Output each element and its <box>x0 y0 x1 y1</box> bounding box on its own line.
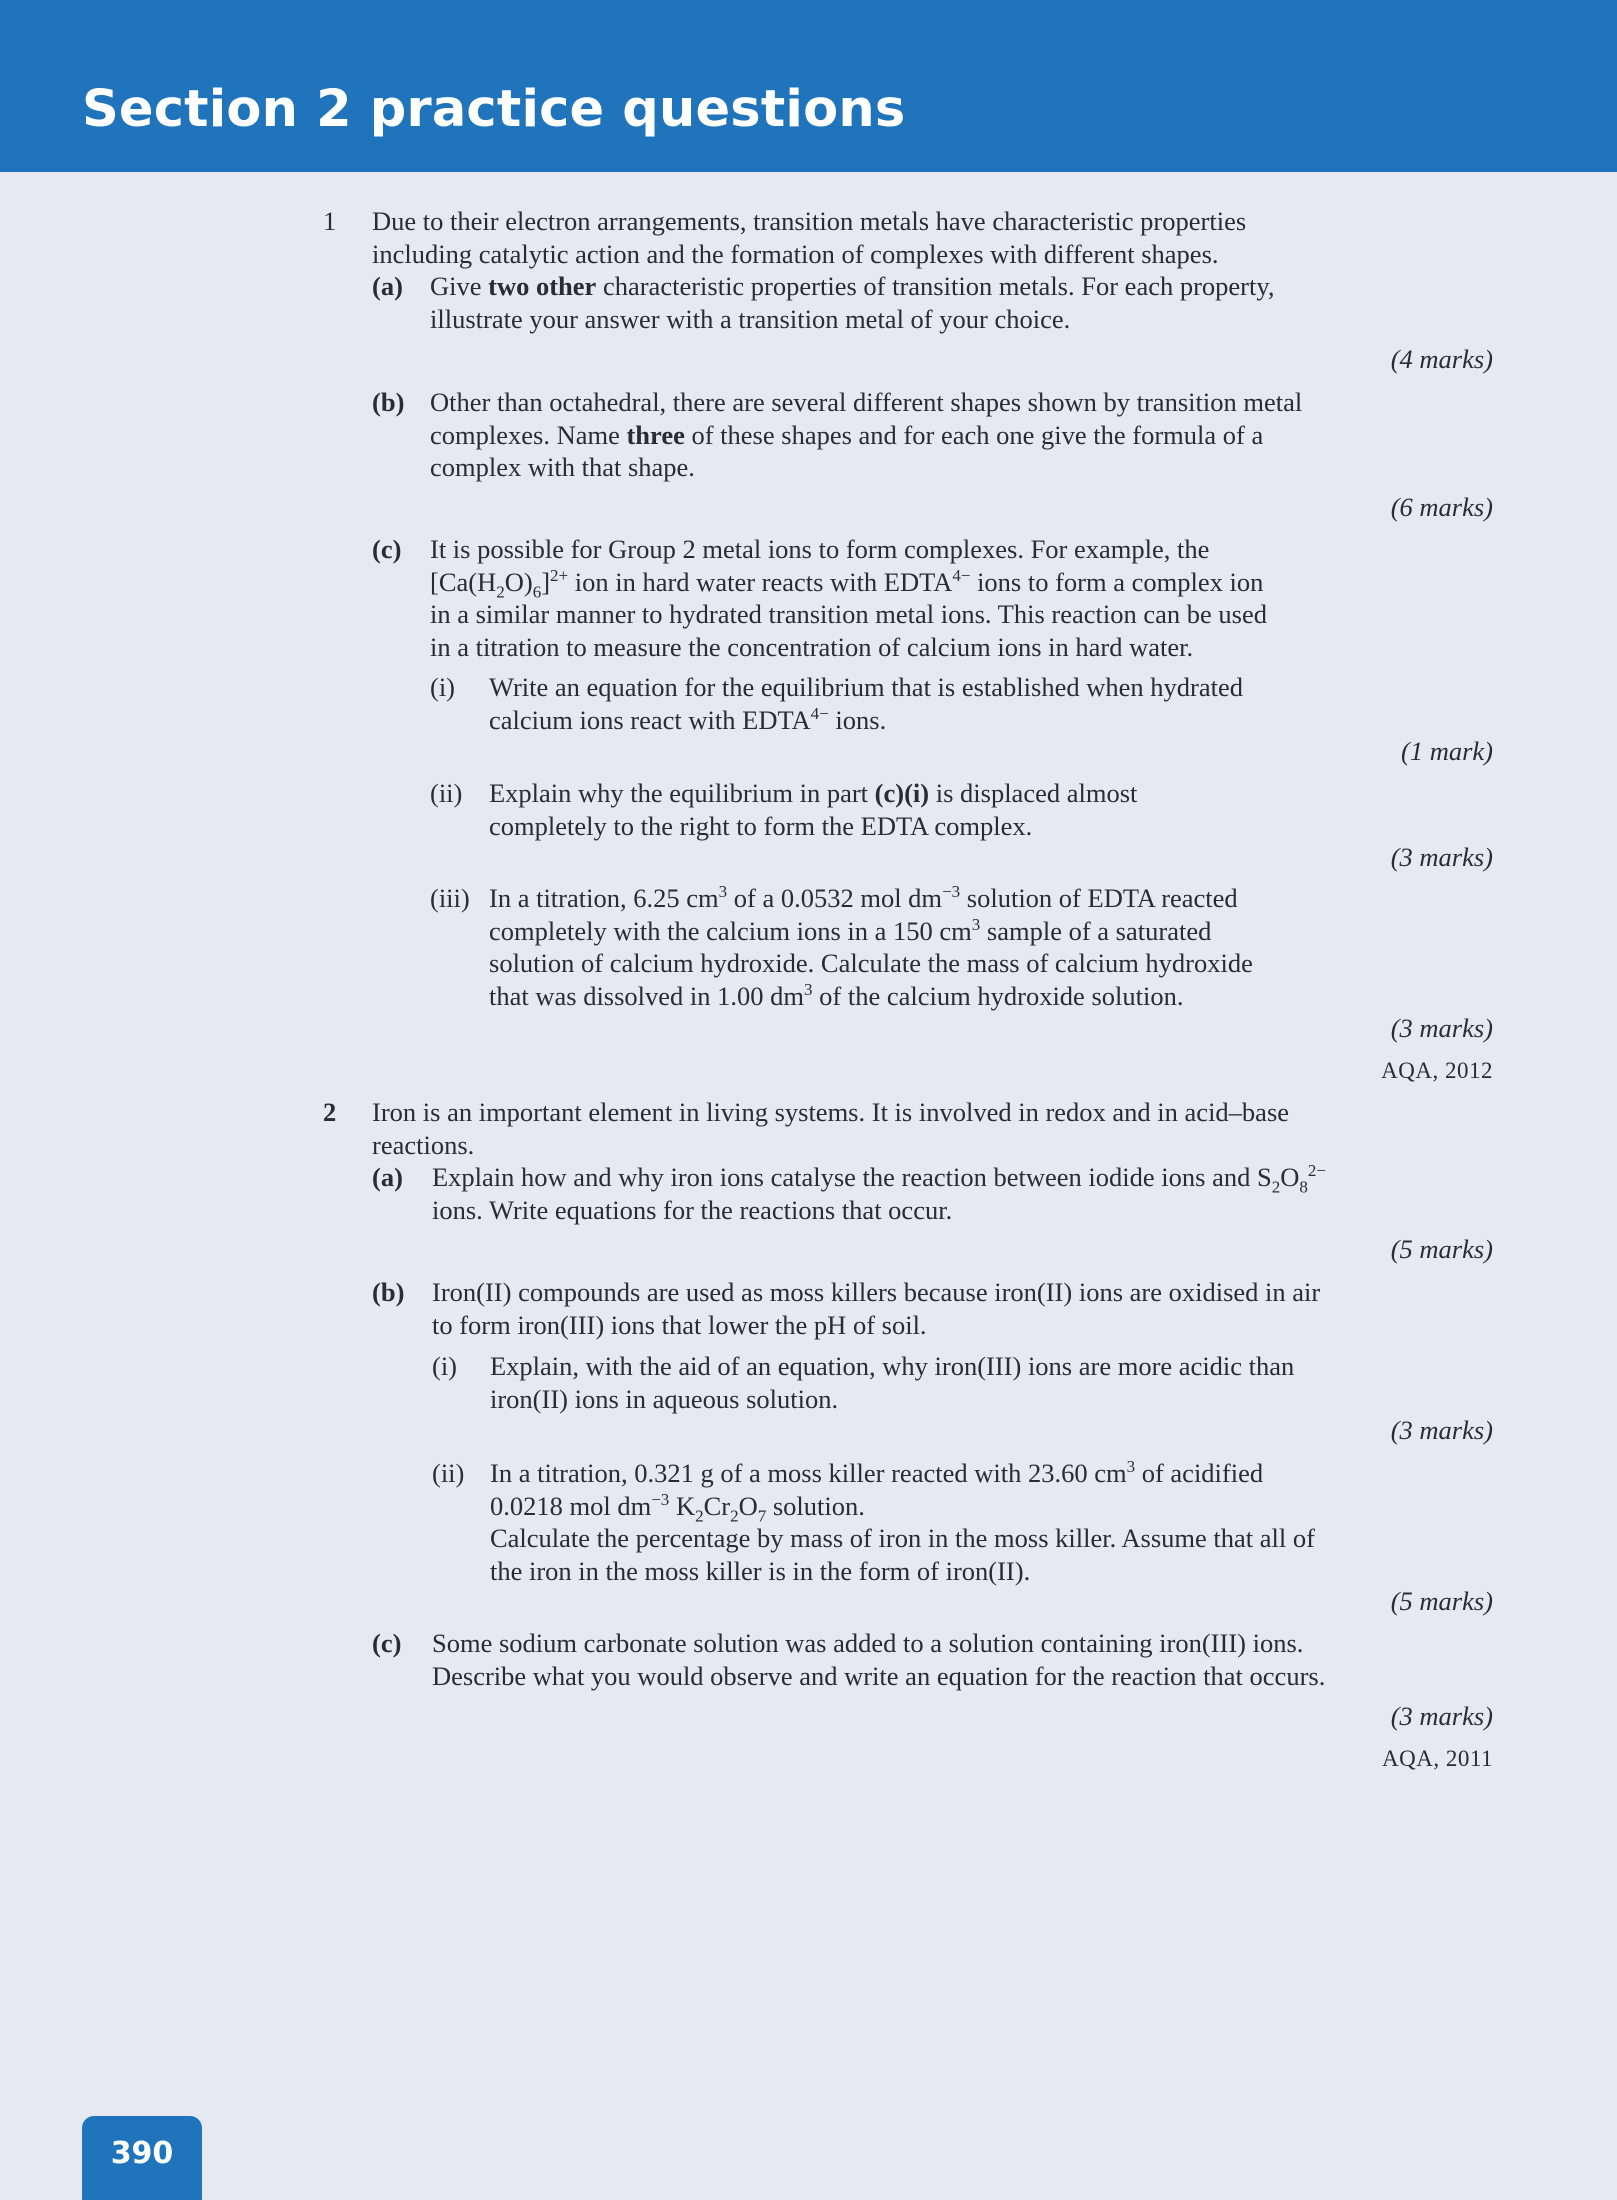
question-2-number: 2 <box>323 1097 337 1127</box>
q1ciii-label: (iii) <box>430 883 470 913</box>
q1ci-label: (i) <box>430 672 456 702</box>
q2-source: AQA, 2011 <box>1382 1746 1493 1771</box>
q1ci-line-1: Write an equation for the equilibrium that is established when hydrated <box>489 672 1243 702</box>
q2bii-marks: (5 marks) <box>1390 1586 1493 1616</box>
dichromate-formula: $K_2Cr_2O_7$ <box>675 1490 767 1525</box>
q2c-line-2: Describe what you would observe and write an equation for the reaction that occurs. <box>432 1660 1326 1691</box>
q1b-line-1: Other than octahedral, there are several different shapes shown by transition metal <box>430 387 1303 417</box>
q2a-label: (a) <box>372 1162 403 1192</box>
question-1-number: 1 <box>323 206 337 236</box>
q1ciii-line-2: completely with the calcium ions in a 150 $cm^3$ sample of a saturated <box>489 914 1212 946</box>
q1c-text <box>430 533 1267 663</box>
q2bii-line-3: Calculate the percentage by mass of iron in the moss killer. Assume that all of <box>490 1523 1315 1553</box>
q1ci-text <box>489 671 1243 736</box>
q2bi-text <box>490 1350 1294 1415</box>
q1b-label: (b) <box>372 387 405 417</box>
q1a-label: (a) <box>372 271 403 301</box>
q1cii-line-2: completely to the right to form the EDTA complex. <box>489 810 1033 841</box>
section-title: Section 2 practice questions <box>82 80 906 139</box>
question-2-stem <box>372 1096 1289 1161</box>
q2b-label: (b) <box>372 1277 405 1307</box>
q2a-line-2: ions. Write equations for the reactions that occur. <box>432 1194 953 1225</box>
q2-stem-line-2: reactions. <box>372 1129 475 1160</box>
page-number: 390 <box>110 2136 174 2171</box>
q1ciii-line-4: that was dissolved in 1.00 $dm^3$ of the calcium hydroxide solution. <box>489 979 1184 1011</box>
q2c-text <box>432 1627 1325 1692</box>
page-number-tab <box>82 2116 202 2200</box>
q1c-label: (c) <box>372 534 402 564</box>
question-1-stem <box>372 205 1246 270</box>
q1cii-line-1: Explain why the equilibrium in part (c)(i) is displaced almost <box>489 778 1138 808</box>
q2b-line-1: Iron(II) compounds are used as moss killers because iron(II) ions are oxidised in air <box>432 1277 1321 1307</box>
section-header <box>0 0 1617 172</box>
q1a-line-1: Give two other characteristic properties of transition metals. For each property, <box>430 271 1275 301</box>
q1c-line-3: in a similar manner to hydrated transition metal ions. This reaction can be used <box>430 599 1267 629</box>
q1ciii-line-1: In a titration, 6.25 $cm^3$ of a 0.0532 mol $dm^{-3}$ solution of EDTA reacted <box>489 882 1238 913</box>
q1-stem-line-2: including catalytic action and the formation of complexes with different shapes. <box>372 238 1219 269</box>
q1c-line-2: $[Ca(H_2O)_6]^{2+}$ ion in hard water reacts with $EDTA^{4-}$ ions to form a complex ion <box>430 565 1264 601</box>
q2bi-line-2: iron(II) ions in aqueous solution. <box>490 1383 839 1414</box>
q1cii-text <box>489 777 1137 842</box>
q2c-line-1: Some sodium carbonate solution was added to a solution containing iron(III) ions. <box>432 1628 1304 1658</box>
q1ciii-marks: (3 marks) <box>1390 1013 1493 1043</box>
q2bi-marks: (3 marks) <box>1390 1415 1493 1445</box>
q2b-line-2: to form iron(III) ions that lower the pH of soil. <box>432 1309 927 1340</box>
q1-source: AQA, 2012 <box>1381 1058 1493 1083</box>
q2b-text <box>432 1276 1320 1341</box>
q1ci-marks: (1 mark) <box>1401 736 1493 766</box>
q2bii-line-2: 0.0218 mol $dm^{-3}$ $K_2Cr_2O_7$ solution. <box>490 1489 865 1525</box>
q1ci-line-2: calcium ions react with $EDTA^{4-}$ ions. <box>489 703 887 735</box>
q2a-line-1: Explain how and why iron ions catalyse the reaction between iodide ions and $S_2O_8^{2-}$ <box>432 1161 1326 1197</box>
q2a-marks: (5 marks) <box>1390 1234 1493 1264</box>
q1b-line-3: complex with that shape. <box>430 452 695 482</box>
q2a-text <box>432 1161 1326 1226</box>
q1c-line-4: in a titration to measure the concentration of calcium ions in hard water. <box>430 631 1194 662</box>
q1a-marks: (4 marks) <box>1390 344 1493 374</box>
q2c-label: (c) <box>372 1628 402 1658</box>
q1b-marks: (6 marks) <box>1390 492 1493 522</box>
q2bii-label: (ii) <box>432 1458 465 1488</box>
q2bii-line-4: the iron in the moss killer is in the form of iron(II). <box>490 1555 1031 1586</box>
q1cii-label: (ii) <box>430 778 463 808</box>
q1ciii-line-3: solution of calcium hydroxide. Calculate the mass of calcium hydroxide <box>489 948 1253 978</box>
q2bii-line-1: In a titration, 0.321 g of a moss killer reacted with 23.60 $cm^3$ of acidified <box>490 1457 1264 1488</box>
calcium-aqua-complex-formula: $[Ca(H_2O)_6]^{2+}$ <box>430 565 569 601</box>
q2bi-line-1: Explain, with the aid of an equation, why iron(III) ions are more acidic than <box>490 1351 1295 1381</box>
q2bii-text <box>490 1457 1315 1587</box>
q1b-line-2: complexes. Name three of these shapes and for each one give the formula of a <box>430 419 1264 450</box>
q1-stem-line-1: Due to their electron arrangements, transition metals have characteristic properties <box>372 206 1247 236</box>
q1ciii-text <box>489 882 1253 1012</box>
q2bi-label: (i) <box>432 1351 458 1381</box>
q1b-text <box>430 386 1302 484</box>
q1a-line-2: illustrate your answer with a transition metal of your choice. <box>430 303 1071 334</box>
q1a-text <box>430 270 1275 335</box>
q1cii-marks: (3 marks) <box>1390 842 1493 872</box>
q2-stem-line-1: Iron is an important element in living systems. It is involved in redox and in acid–base <box>372 1097 1290 1127</box>
q1c-line-1: It is possible for Group 2 metal ions to form complexes. For example, the <box>430 534 1210 564</box>
q2c-marks: (3 marks) <box>1390 1701 1493 1731</box>
